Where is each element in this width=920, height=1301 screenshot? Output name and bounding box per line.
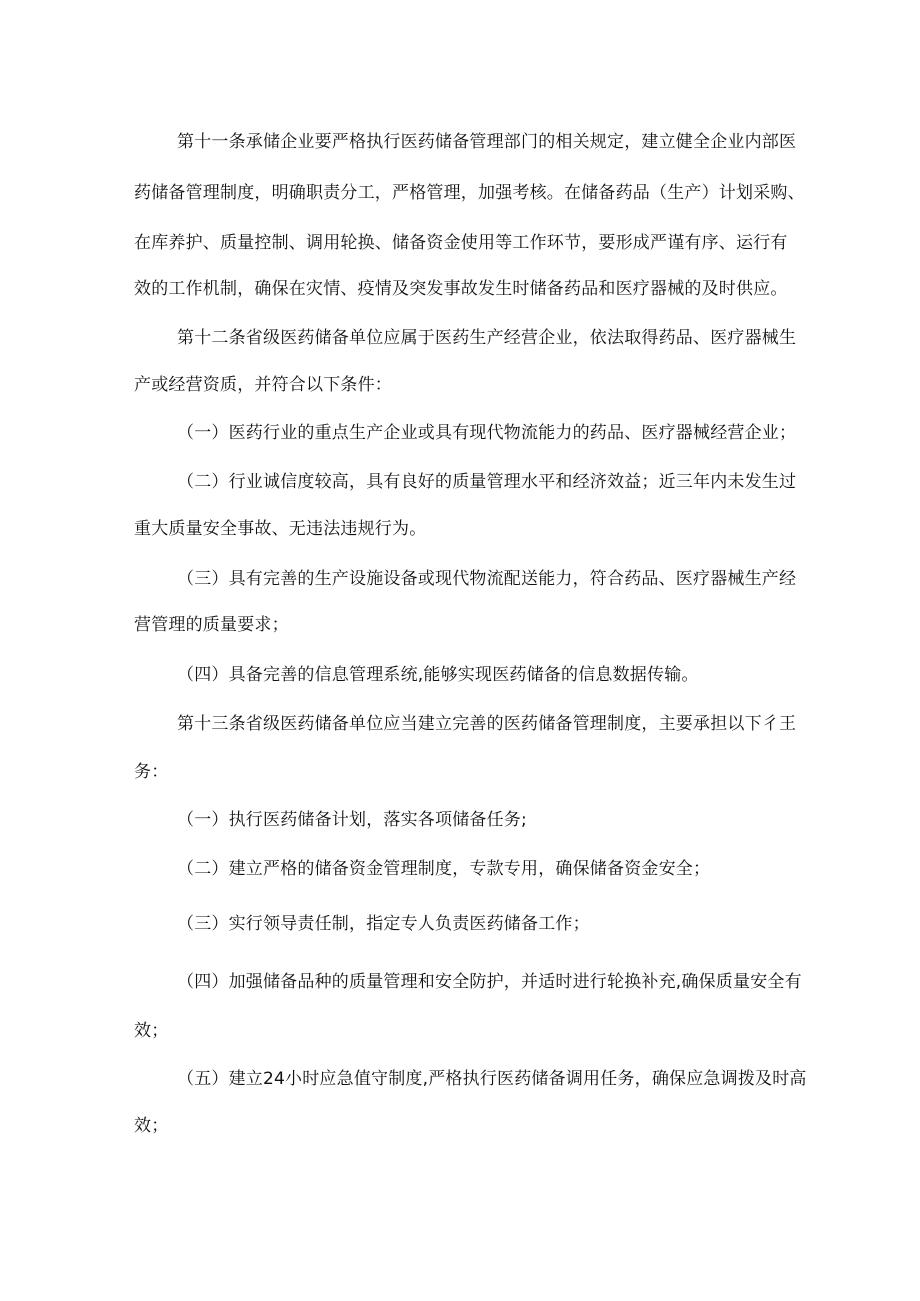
text-line: 药储备管理制度，明确职责分工，严格管理，加强考核。在储备药品（生产）计划采购、 [134,183,805,203]
text-line: 效； [134,1116,169,1136]
text-line: （一）医药行业的重点生产企业或具有现代物流能力的药品、医疗器械经营企业； [177,423,797,443]
text-line: （四）加强储备品种的质量管理和安全防护，并适时进行轮换补充,确保质量安全有 [177,972,802,992]
text-line: 效； [134,1021,169,1041]
text-line: （一）执行医药储备计划，落实各项储备任务; [177,810,527,830]
text-line: 第十三条省级医药储备单位应当建立完善的医药储备管理制度，主要承担以下彳王 [177,714,797,734]
text-line: （三）具有完善的生产设施设备或现代物流配送能力，符合药品、医疗器械生产经 [177,569,797,589]
text-line: （二）行业诚信度较高，具有良好的质量管理水平和经济效益；近三年内未发生过 [177,472,797,492]
text-line: （四）具备完善的信息管理系统,能够实现医药储备的信息数据传输。 [177,665,699,685]
text-line: 第十二条省级医药储备单位应属于医药生产经营企业，依法取得药品、医疗器械生 [177,328,797,348]
text-line: 产或经营资质，并符合以下条件： [134,375,392,395]
text-line: 营管理的质量要求； [134,615,289,635]
text-line: 第十一条承储企业要严格执行医药储备管理部门的相关规定，建立健全企业内部医 [177,132,797,152]
text-line: 重大质量安全事故、无违法违规行为。 [134,519,427,539]
text-line: 效的工作机制，确保在灾情、疫情及突发事故发生时储备药品和医疗器械的及时供应。 [134,279,788,299]
text-line: 在库养护、质量控制、调用轮换、储备资金使用等工作环节，要形成严谨有序、运行有 [134,233,788,253]
text-line: （二）建立严格的储备资金管理制度，专款专用，确保储备资金安全； [177,859,711,879]
text-line: 务： [134,762,169,782]
text-line: （三）实行领导责任制，指定专人负责医药储备工作； [177,914,590,934]
text-line: （五）建立24小时应急值守制度,严格执行医药储备调用任务，确保应急调拨及时高 [177,1069,807,1089]
